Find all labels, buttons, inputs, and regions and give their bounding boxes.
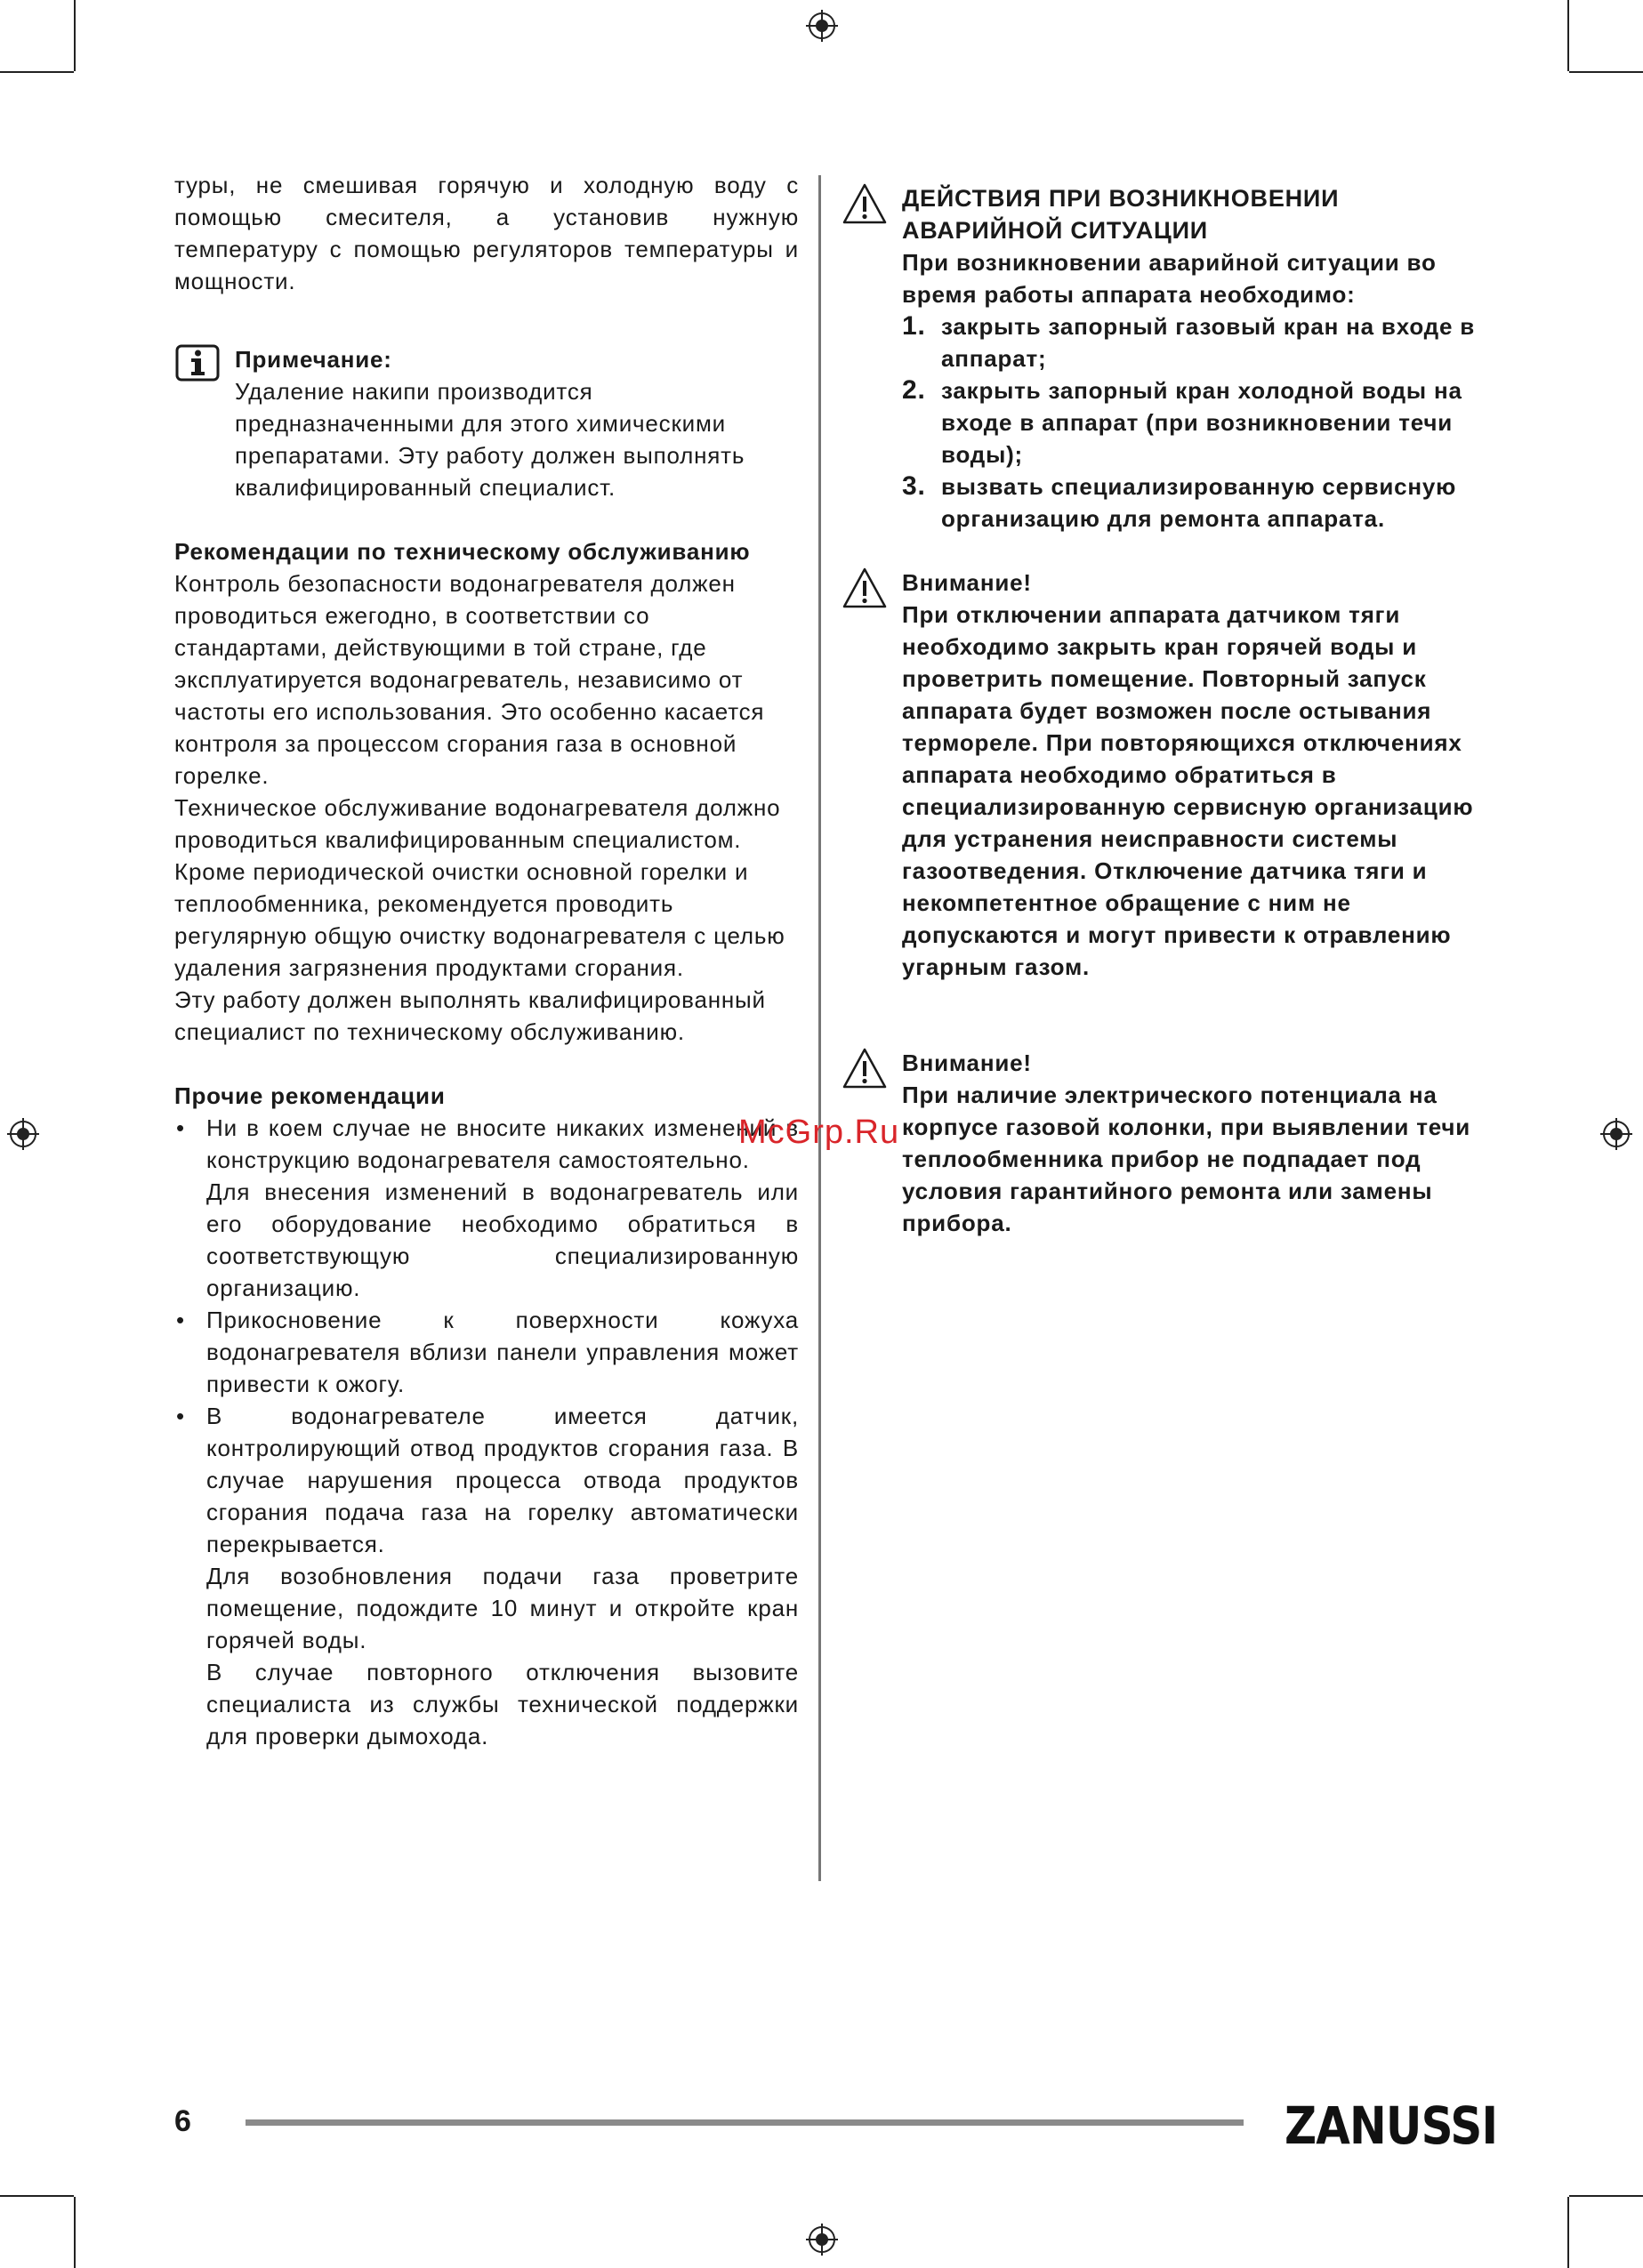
list-item: [174, 1304, 799, 1400]
warning-text: При наличие электрического потенциала на корпусе газовой колонки, при выявлении течи теплообменника прибор не подпадает под условия гарантийного ремонта или замены прибора.: [902, 1082, 1471, 1236]
list-item: [174, 1400, 799, 1752]
crop-mark: [0, 71, 74, 73]
left-column: [174, 169, 799, 1752]
note-title: Примечание:: [235, 346, 392, 373]
crop-mark: [1569, 2195, 1643, 2197]
footer-rule: [246, 2119, 1244, 2126]
recommendations-list: [174, 1112, 799, 1752]
registration-mark-icon: [806, 10, 838, 42]
crop-mark: [0, 2195, 74, 2197]
registration-mark-icon: [1600, 1118, 1632, 1150]
warning-icon: [842, 182, 888, 225]
warning-block-electric: [842, 1047, 1478, 1239]
maintenance-title: Рекомендации по техническому обслуживанию: [174, 538, 751, 565]
list-item-subtext: Для возобновления подачи газа проветрите помещение, подождите 10 минут и откройте кран горячей воды.: [206, 1563, 799, 1653]
crop-mark: [1567, 0, 1569, 71]
step-number: 1.: [902, 311, 926, 341]
crop-mark: [1569, 71, 1643, 73]
list-item-subtext: Для внесения изменений в водонагреватель или его оборудование необходимо обратиться в соответствующую специализированную организацию.: [206, 1178, 799, 1301]
list-item: [174, 1112, 799, 1304]
step-number: 3.: [902, 471, 926, 501]
warning-icon: [842, 567, 888, 609]
watermark: McGrp.Ru: [738, 1114, 900, 1151]
maintenance-paragraph: Эту работу должен выполнять квалифицированный специалист по техническому обслуживанию.: [174, 986, 766, 1045]
crop-mark: [1567, 2197, 1569, 2268]
list-item-subtext: В случае повторного отключения вызовите специалиста из службы технической поддержки для проверки дымохода.: [206, 1659, 799, 1749]
warning-text: При отключении аппарата датчиком тяги необходимо закрыть кран горячей воды и проветрить помещение. Повторный запуск аппарата будет возможен после остывания термореле. При повторяющихся отключениях аппарата необходимо обратиться в специализированную сервисную организацию для устранения неисправности системы газоотведения. Отключение датчика тяги и некомпетентное обращение с ним не допускаются и могут привести к отравлению угарным газом.: [902, 601, 1474, 980]
intro-paragraph: туры, не смешивая горячую и холодную воду с помощью смесителя, а установив нужную температуру с помощью регуляторов температуры и мощности.: [174, 172, 799, 294]
warning-block-draft: [842, 567, 1478, 983]
crop-mark: [74, 0, 76, 71]
warning-title: Внимание!: [902, 569, 1032, 596]
maintenance-paragraph: Техническое обслуживание водонагревателя должно проводиться квалифицированным специалистом.: [174, 794, 781, 853]
maintenance-paragraph: Кроме периодической очистки основной горелки и теплообменника, рекомендуется проводить регулярную общую очистку водонагревателя с целью удаления загрязнения продуктами сгорания.: [174, 858, 785, 981]
warning-title: Внимание!: [902, 1050, 1032, 1076]
emergency-block: [842, 182, 1478, 535]
column-divider: [818, 175, 821, 1881]
emergency-title: ДЕЙСТВИЯ ПРИ ВОЗНИКНОВЕНИИ АВАРИЙНОЙ СИТУАЦИИ: [902, 185, 1340, 244]
maintenance-paragraph: Контроль безопасности водонагревателя должен проводиться ежегодно, в соответствии со стандартами, действующими в той стране, где эксплуатируется водонагреватель, независимо от частоты его использования. Это особенно касается контроля за процессом сгорания газа в основной горелке.: [174, 570, 765, 789]
list-item-text: • Прикосновение к поверхности кожуха водонагревателя вблизи панели управления может привести к ожогу.: [206, 1307, 799, 1397]
info-icon: [174, 343, 221, 382]
emergency-step: [902, 470, 1478, 535]
list-item-text: • Ни в коем случае не вносите никаких изменений в конструкцию водонагревателя самостоятельно.: [206, 1114, 799, 1173]
note-block: [174, 343, 799, 503]
list-item-text: • В водонагревателе имеется датчик, контролирующий отвод продуктов сгорания газа. В случае нарушения процесса отвода продуктов сгорания подача газа на горелку автоматически перекрывается.: [206, 1403, 799, 1557]
warning-icon: [842, 1047, 888, 1090]
registration-mark-icon: [806, 2224, 838, 2256]
maintenance-section: [174, 535, 799, 1048]
step-text: вызвать специализированную сервисную организацию для ремонта аппарата.: [941, 473, 1457, 532]
step-text: закрыть запорный кран холодной воды на входе в аппарат (при возникновении течи воды);: [941, 377, 1462, 468]
crop-mark: [74, 2197, 76, 2268]
emergency-steps: [902, 310, 1478, 535]
other-recommendations-section: [174, 1080, 799, 1752]
emergency-intro: При возникновении аварийной ситуации во время работы аппарата необходимо:: [902, 249, 1437, 308]
note-text: Удаление накипи производится предназначенными для этого химическими препаратами. Эту работу должен выполнять квалифицированный специалист.: [235, 378, 745, 501]
page-number: 6: [174, 2104, 191, 2138]
other-title: Прочие рекомендации: [174, 1082, 446, 1109]
right-column: [842, 182, 1478, 1239]
emergency-step: [902, 310, 1478, 374]
brand-logo: ZANUSSI: [1285, 2095, 1498, 2156]
registration-mark-icon: [7, 1118, 39, 1150]
emergency-step: [902, 374, 1478, 470]
step-text: закрыть запорный газовый кран на входе в аппарат;: [941, 313, 1476, 372]
step-number: 2.: [902, 375, 926, 405]
